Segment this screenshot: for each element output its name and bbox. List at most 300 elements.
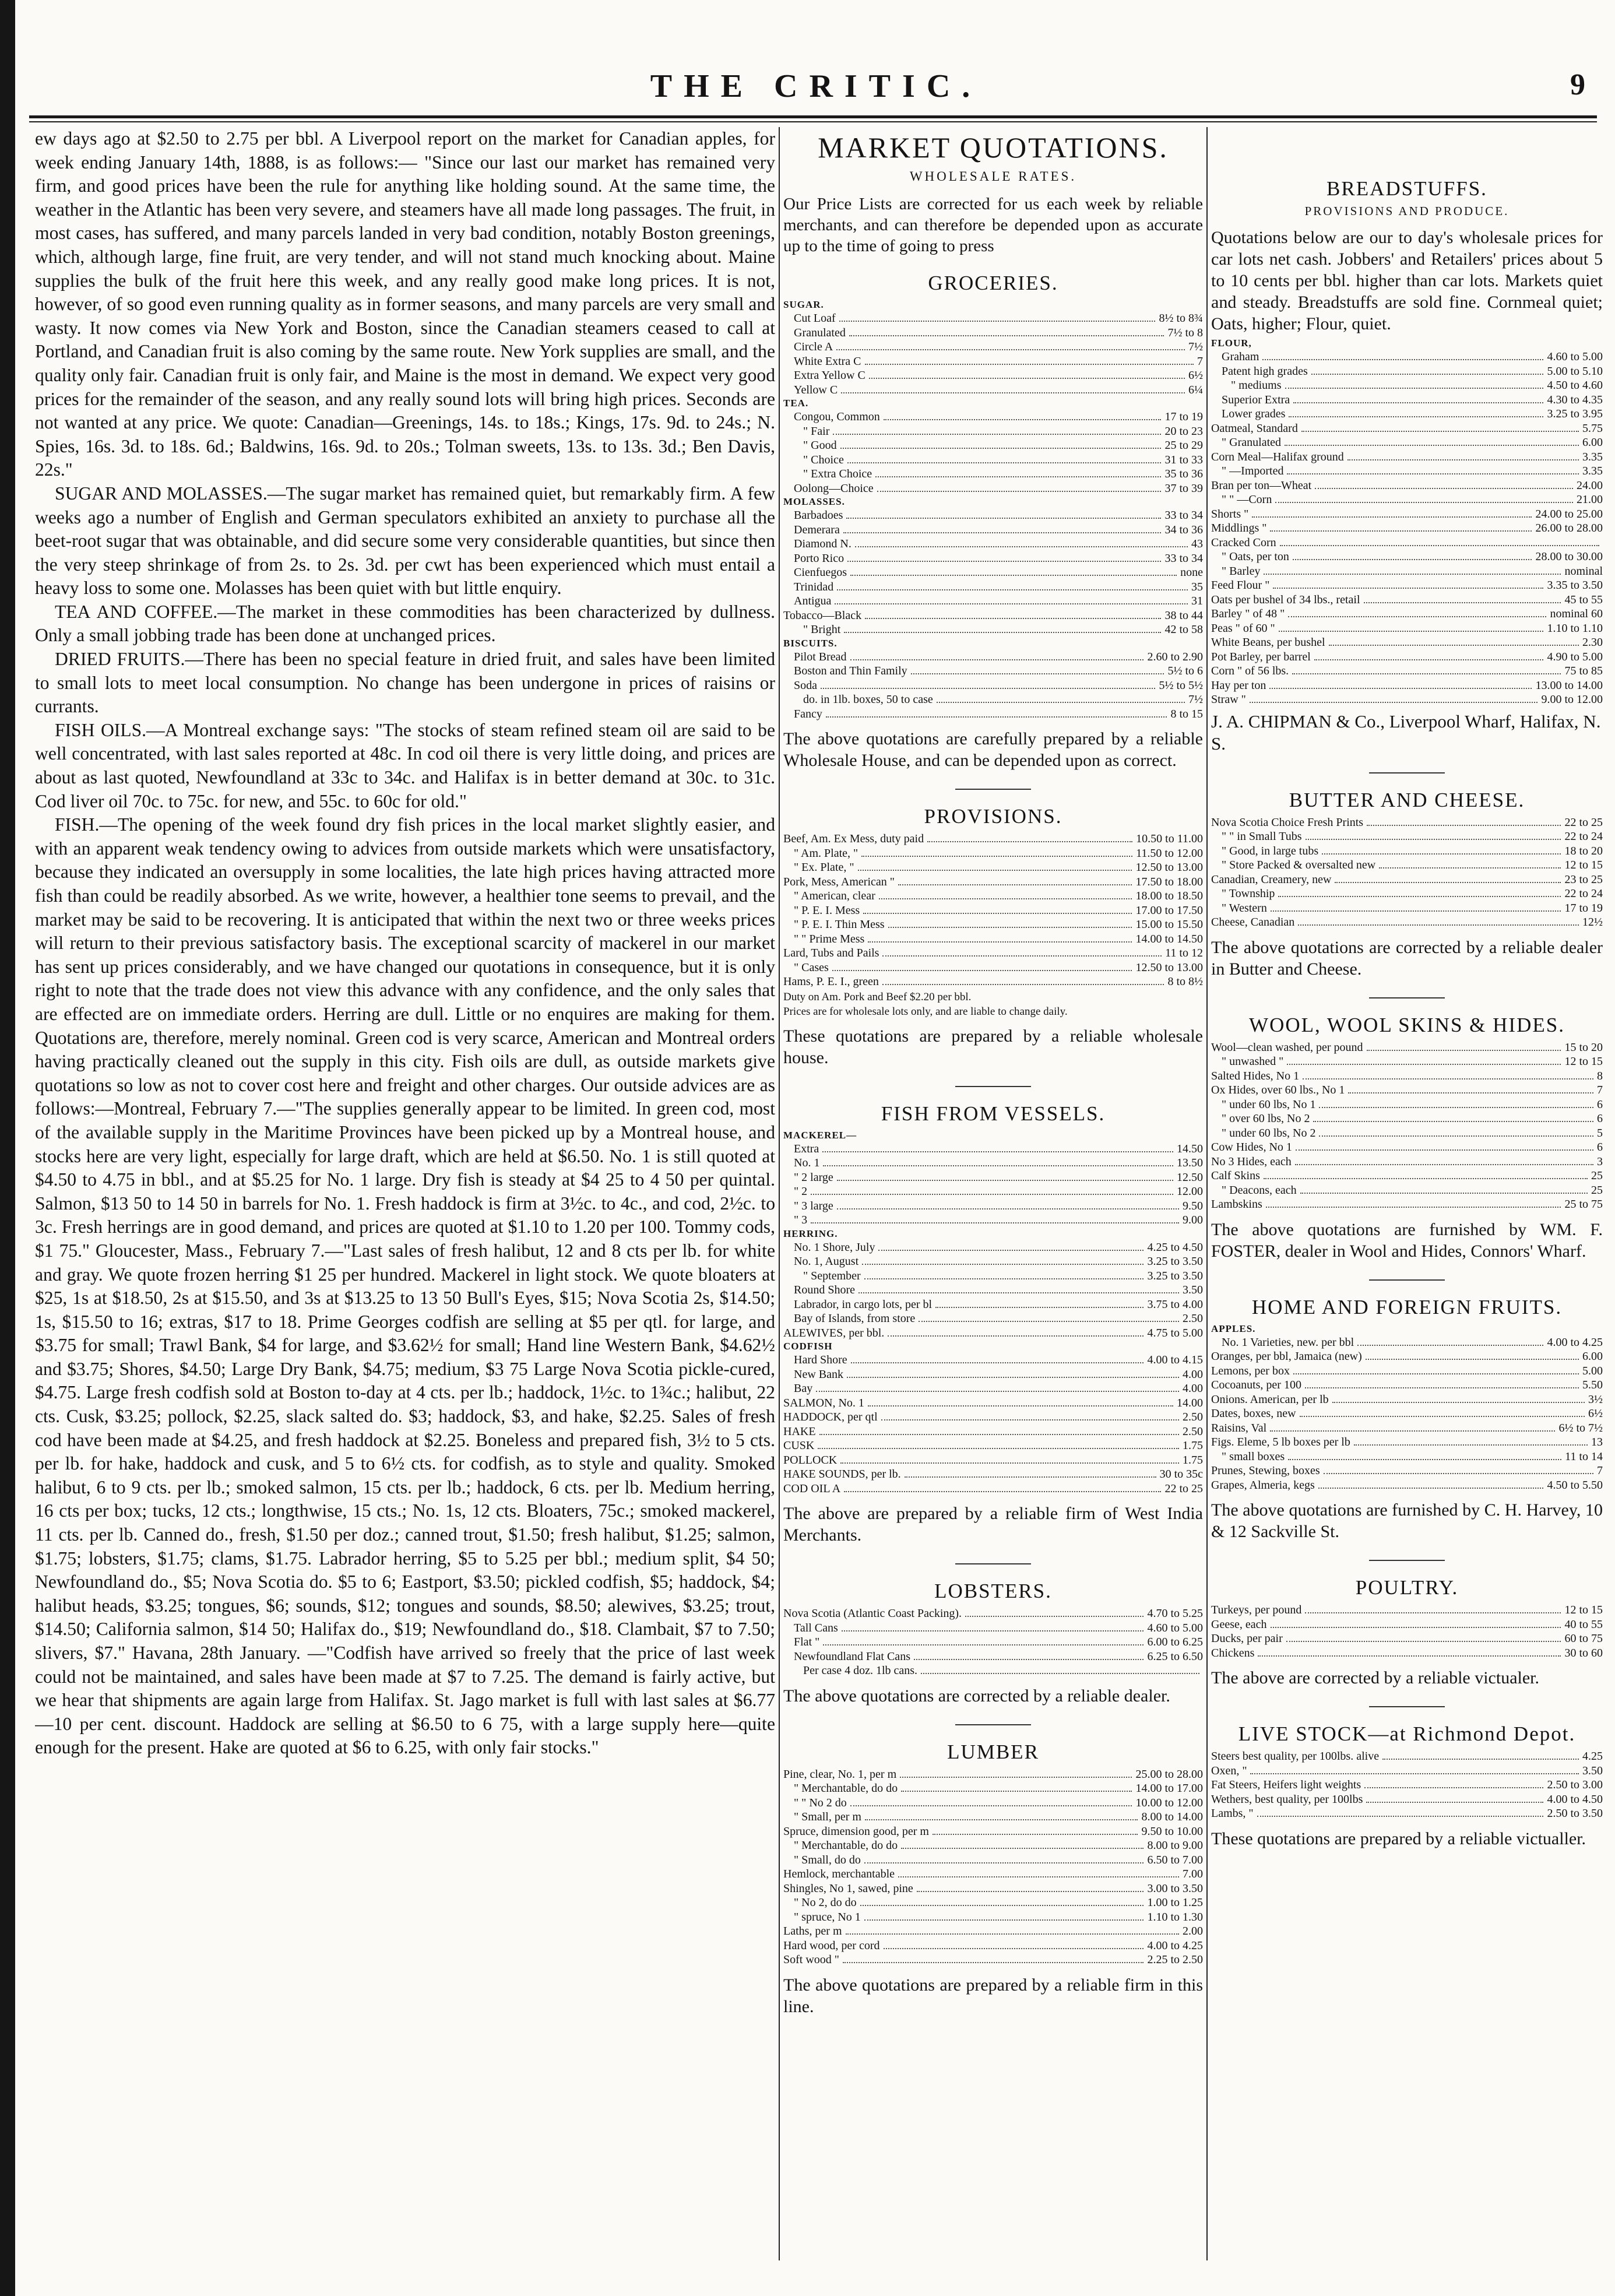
leader-dots bbox=[864, 1854, 1144, 1863]
price-row bbox=[1211, 1603, 1603, 1618]
item-price: 17 to 19 bbox=[1164, 410, 1203, 423]
masthead-rule-thin bbox=[29, 121, 1597, 122]
item-price: 3.25 to 3.50 bbox=[1147, 1269, 1203, 1282]
item-price: 24.00 to 25.00 bbox=[1535, 507, 1603, 521]
price-row bbox=[1211, 1335, 1603, 1350]
leader-dots bbox=[1264, 565, 1561, 575]
price-row bbox=[783, 1896, 1203, 1910]
binding-edge bbox=[0, 0, 15, 2296]
leader-dots bbox=[1289, 408, 1543, 417]
leader-dots bbox=[888, 919, 1132, 928]
price-row bbox=[783, 467, 1203, 481]
leader-dots bbox=[868, 933, 1132, 943]
item-label: Feed Flour " bbox=[1211, 579, 1270, 592]
item-label: Bran per ton—Wheat bbox=[1211, 479, 1312, 492]
leader-dots bbox=[1367, 817, 1561, 826]
masthead bbox=[29, 65, 1603, 112]
column-divider bbox=[779, 127, 780, 2260]
leader-dots bbox=[823, 1636, 1143, 1645]
item-price: 3.50 bbox=[1582, 1764, 1603, 1777]
leader-dots bbox=[862, 1256, 1143, 1265]
item-label: Antigua bbox=[794, 595, 832, 607]
price-row bbox=[1211, 578, 1603, 593]
price-row bbox=[783, 453, 1203, 467]
price-row bbox=[1211, 621, 1603, 636]
leader-dots bbox=[900, 1768, 1132, 1778]
price-row bbox=[783, 1283, 1203, 1298]
item-price: 4.25 bbox=[1582, 1750, 1603, 1763]
item-label: Grapes, Almeria, kegs bbox=[1211, 1478, 1315, 1492]
leader-dots bbox=[1273, 579, 1543, 589]
leader-dots bbox=[1305, 1604, 1561, 1613]
leader-dots bbox=[1322, 845, 1561, 855]
breadstuffs-intro: Quotations below are our to day's wholesale prices for car lots net cash. Jobbers' and Retailers' prices about 5 to 10 cents per bbl. higher than car lots. Markets quiet and steady. Breadstuffs are sold fine. Cornmeal quiet; Oats, higher; Flour, quiet. bbox=[1211, 228, 1603, 333]
item-label: " " No 2 do bbox=[794, 1796, 847, 1809]
item-label: Figs. Eleme, 5 lb boxes per lb bbox=[1211, 1436, 1350, 1448]
item-price: 9.00 bbox=[1183, 1214, 1203, 1226]
item-label: Laths, per m bbox=[783, 1925, 842, 1938]
leader-dots bbox=[1366, 1794, 1543, 1803]
leader-dots bbox=[843, 524, 1162, 533]
item-price: 6 bbox=[1597, 1141, 1603, 1154]
price-row bbox=[783, 1240, 1203, 1255]
item-label: " 2 bbox=[794, 1185, 808, 1198]
leader-dots bbox=[1357, 1337, 1543, 1346]
butter-heading: BUTTER AND CHEESE. bbox=[1289, 788, 1525, 811]
price-row bbox=[1211, 1098, 1603, 1112]
item-price: 4.60 to 5.00 bbox=[1147, 1621, 1203, 1634]
price-row bbox=[1211, 635, 1603, 650]
price-row bbox=[1211, 1749, 1603, 1764]
fruits-table bbox=[1211, 1323, 1603, 1493]
leader-dots bbox=[1270, 522, 1532, 532]
lobsters-note: The above quotations are corrected by a reliable dealer. bbox=[783, 1686, 1170, 1706]
produce-column bbox=[1211, 127, 1603, 2260]
leader-dots bbox=[1306, 831, 1561, 840]
item-label: Lambskins bbox=[1211, 1198, 1262, 1211]
price-row bbox=[783, 1142, 1203, 1156]
item-label: Corn Meal—Halifax ground bbox=[1211, 450, 1344, 463]
price-row bbox=[1211, 1169, 1603, 1183]
price-row bbox=[1211, 1464, 1603, 1478]
item-price: 6.00 bbox=[1582, 1350, 1603, 1363]
quotations-intro: Our Price Lists are corrected for us each week by reliable merchants, and can therefore be depended upon as accurate up to the time of going to press bbox=[783, 195, 1203, 255]
leader-dots bbox=[1280, 537, 1599, 546]
price-row bbox=[783, 1650, 1203, 1664]
leader-dots bbox=[842, 1622, 1144, 1632]
provisions-price-note: Prices are for wholesale lots only, and are liable to change daily. bbox=[783, 1005, 1068, 1018]
item-label: Yellow C bbox=[794, 383, 838, 396]
price-row bbox=[1211, 1478, 1603, 1493]
leader-dots bbox=[1292, 665, 1561, 674]
price-row bbox=[1211, 1764, 1603, 1778]
price-row bbox=[783, 551, 1203, 566]
item-price: 13.00 to 14.00 bbox=[1535, 678, 1603, 692]
item-price: 3.75 to 4.00 bbox=[1147, 1298, 1203, 1311]
item-price: 3 bbox=[1597, 1155, 1603, 1168]
leader-dots bbox=[1257, 1808, 1544, 1817]
item-price: 6.50 to 7.00 bbox=[1147, 1853, 1203, 1866]
leader-dots bbox=[849, 327, 1164, 336]
leader-dots bbox=[1367, 1042, 1561, 1051]
item-price: 6½ to 7½ bbox=[1558, 1421, 1603, 1434]
leader-dots bbox=[1288, 1451, 1561, 1460]
leader-dots bbox=[882, 976, 1164, 985]
item-price: 14.00 bbox=[1177, 1396, 1203, 1409]
item-price: 15 to 20 bbox=[1564, 1040, 1603, 1054]
lumber-note: The above quotations are prepared by a reliable firm in this line. bbox=[783, 1975, 1203, 2016]
item-label: Wethers, best quality, per 100lbs bbox=[1211, 1792, 1363, 1806]
item-price: 40 to 55 bbox=[1564, 1618, 1603, 1631]
price-row bbox=[1211, 1378, 1603, 1393]
price-row bbox=[783, 354, 1203, 369]
leader-dots bbox=[884, 1940, 1144, 1949]
price-row bbox=[1211, 915, 1603, 930]
leader-dots bbox=[901, 1840, 1143, 1849]
item-price: 9.00 to 12.00 bbox=[1541, 693, 1603, 706]
item-label: No. 1 bbox=[794, 1156, 820, 1169]
price-row bbox=[783, 368, 1203, 383]
item-label: " Barley bbox=[1222, 564, 1261, 578]
leader-dots bbox=[846, 509, 1161, 519]
fruits-note: The above quotations are furnished by C. H. Harvey, 10 & 12 Sackville St. bbox=[1211, 1500, 1603, 1541]
leader-dots bbox=[1293, 394, 1543, 403]
item-label: Soda bbox=[794, 678, 817, 692]
price-row bbox=[1211, 493, 1603, 507]
item-label: ALEWIVES, per bbl. bbox=[783, 1326, 885, 1339]
leader-dots bbox=[927, 833, 1132, 842]
price-row bbox=[783, 875, 1203, 889]
lumber-heading: LUMBER bbox=[947, 1740, 1039, 1763]
price-row bbox=[783, 424, 1203, 439]
price-row bbox=[783, 1882, 1203, 1896]
livestock-table bbox=[1211, 1749, 1603, 1821]
leader-dots bbox=[819, 1426, 1179, 1435]
price-row bbox=[783, 961, 1203, 975]
item-price: 1.75 bbox=[1183, 1453, 1203, 1467]
item-price: 4.00 to 4.25 bbox=[1547, 1335, 1603, 1349]
price-row bbox=[783, 692, 1203, 707]
item-price: 6½ bbox=[1188, 369, 1203, 382]
price-row bbox=[783, 1381, 1203, 1396]
item-price: 4.00 bbox=[1183, 1367, 1203, 1381]
item-label: Raisins, Val bbox=[1211, 1421, 1267, 1434]
price-row bbox=[783, 1867, 1203, 1882]
item-price: 12½ bbox=[1582, 916, 1603, 929]
wool-heading: WOOL, WOOL SKINS & HIDES. bbox=[1249, 1013, 1565, 1036]
item-label: " over 60 lbs, No 2 bbox=[1222, 1112, 1310, 1125]
price-row bbox=[783, 1410, 1203, 1425]
price-row bbox=[783, 1853, 1203, 1868]
butter-note: The above quotations are corrected by a reliable dealer in Butter and Cheese. bbox=[1211, 937, 1603, 979]
item-label: COD OIL A bbox=[783, 1482, 841, 1495]
item-label: New Bank bbox=[794, 1367, 843, 1381]
leader-dots bbox=[1301, 423, 1579, 432]
item-label: " Small, do do bbox=[794, 1853, 861, 1866]
section-rule bbox=[1369, 1706, 1445, 1707]
item-label: " under 60 lbs, No 2 bbox=[1222, 1126, 1316, 1140]
item-label: Wool—clean washed, per pound bbox=[1211, 1040, 1363, 1054]
groceries-note: The above quotations are carefully prepared by a reliable Wholesale House, and can be depended upon as correct. bbox=[783, 729, 1203, 770]
item-label: Per case 4 doz. 1lb cans. bbox=[803, 1664, 918, 1677]
item-price: 5.00 to 5.10 bbox=[1547, 364, 1603, 378]
item-price: 2.25 to 2.50 bbox=[1147, 1953, 1203, 1966]
leader-dots bbox=[868, 1397, 1173, 1407]
item-price: 18 to 20 bbox=[1564, 844, 1603, 857]
item-label: Oats per bushel of 34 lbs., retail bbox=[1211, 593, 1360, 606]
item-label: Circle A bbox=[794, 340, 833, 353]
item-label: SALMON, No. 1 bbox=[783, 1396, 864, 1409]
price-row bbox=[1211, 1792, 1603, 1807]
item-label: Oatmeal, Standard bbox=[1211, 421, 1298, 435]
price-row bbox=[1211, 378, 1603, 393]
price-row bbox=[783, 860, 1203, 875]
item-price: 17.50 to 18.00 bbox=[1135, 875, 1203, 888]
item-price: 8 to 15 bbox=[1170, 707, 1203, 720]
price-row bbox=[1211, 873, 1603, 887]
fish-table bbox=[783, 1129, 1203, 1496]
leader-dots bbox=[847, 1369, 1179, 1378]
section-rule bbox=[955, 1563, 1031, 1564]
item-label: Superior Extra bbox=[1222, 393, 1290, 406]
category-label: HERRING. bbox=[783, 1228, 838, 1239]
poultry-table bbox=[1211, 1603, 1603, 1660]
price-row bbox=[783, 1312, 1203, 1326]
item-label: " Bright bbox=[803, 623, 841, 636]
category-label: MOLASSES. bbox=[783, 496, 845, 507]
leader-dots bbox=[840, 1454, 1179, 1464]
leader-dots bbox=[911, 665, 1164, 674]
price-row bbox=[783, 438, 1203, 453]
price-row bbox=[1211, 507, 1603, 522]
article-column bbox=[35, 127, 775, 2260]
item-price: 1.10 to 1.10 bbox=[1547, 621, 1603, 635]
item-label: Trinidad bbox=[794, 580, 834, 593]
item-price: 7½ to 8 bbox=[1167, 326, 1203, 339]
item-label: HAKE bbox=[783, 1425, 816, 1438]
item-price: 3.35 bbox=[1582, 450, 1603, 463]
item-label: " Ex. Plate, " bbox=[794, 861, 854, 874]
livestock-heading: LIVE STOCK—at Richmond Depot. bbox=[1238, 1722, 1576, 1745]
item-price: 3.25 to 3.95 bbox=[1547, 407, 1603, 420]
leader-dots bbox=[1305, 1379, 1579, 1388]
item-price: 11 to 14 bbox=[1565, 1450, 1603, 1463]
item-price: 7 bbox=[1197, 354, 1203, 368]
leader-dots bbox=[882, 947, 1162, 957]
item-label: Nova Scotia Choice Fresh Prints bbox=[1211, 815, 1364, 829]
item-price: 22 to 25 bbox=[1164, 1482, 1203, 1495]
item-label: " spruce, No 1 bbox=[794, 1910, 861, 1924]
item-label: " P. E. I. Thin Mess bbox=[794, 918, 885, 931]
price-row bbox=[783, 1664, 1203, 1678]
item-label: Hemlock, merchantable bbox=[783, 1868, 895, 1880]
item-price: 6.00 to 6.25 bbox=[1147, 1636, 1203, 1648]
item-label: Extra bbox=[794, 1142, 819, 1155]
item-price: 30 to 35c bbox=[1159, 1468, 1203, 1481]
price-row bbox=[783, 623, 1203, 637]
item-label: Hard wood, per cord bbox=[783, 1939, 880, 1952]
leader-dots bbox=[858, 862, 1132, 871]
item-price: 10.00 to 12.00 bbox=[1135, 1796, 1203, 1809]
price-row bbox=[783, 481, 1203, 496]
item-price: 17 to 19 bbox=[1564, 901, 1603, 915]
item-label: Diamond N. bbox=[794, 537, 852, 550]
leader-dots bbox=[1266, 1198, 1561, 1208]
item-label: Corn " of 56 lbs. bbox=[1211, 664, 1289, 677]
item-label: Hams, P. E. I., green bbox=[783, 975, 879, 988]
item-price: 1.75 bbox=[1183, 1439, 1203, 1452]
price-row bbox=[783, 1254, 1203, 1269]
category-label: BISCUITS. bbox=[783, 637, 838, 649]
item-label: Peas " of 60 " bbox=[1211, 621, 1275, 635]
price-row bbox=[1211, 364, 1603, 379]
fruits-heading: HOME AND FOREIGN FRUITS. bbox=[1251, 1295, 1563, 1318]
leader-dots bbox=[879, 890, 1132, 899]
item-price: 25 bbox=[1591, 1169, 1603, 1182]
fish-note: The above are prepared by a reliable firm of West India Merchants. bbox=[783, 1504, 1203, 1545]
item-price: 33 to 34 bbox=[1164, 509, 1203, 522]
price-row bbox=[783, 383, 1203, 398]
item-label: " Merchantable, do do bbox=[794, 1839, 898, 1852]
price-row bbox=[1211, 858, 1603, 873]
price-row bbox=[783, 1199, 1203, 1214]
leader-dots bbox=[1298, 916, 1579, 926]
price-row bbox=[1211, 901, 1603, 916]
item-price: 4.70 to 5.25 bbox=[1147, 1607, 1203, 1620]
leader-dots bbox=[837, 581, 1188, 590]
leader-dots bbox=[869, 370, 1185, 379]
item-label: Cocoanuts, per 100 bbox=[1211, 1379, 1301, 1391]
item-price: 1.00 to 1.25 bbox=[1147, 1896, 1203, 1909]
item-label: " " Prime Mess bbox=[794, 932, 865, 945]
item-label: Patent high grades bbox=[1222, 364, 1308, 378]
item-label: HAKE SOUNDS, per lb. bbox=[783, 1468, 901, 1481]
item-label: Tobacco—Black bbox=[783, 609, 862, 622]
item-label: Lower grades bbox=[1222, 407, 1286, 420]
item-price: 6½ bbox=[1588, 1407, 1603, 1420]
item-price: 12 to 15 bbox=[1564, 1604, 1603, 1616]
item-label: " Cases bbox=[794, 961, 829, 974]
item-label: Soft wood " bbox=[783, 1953, 839, 1966]
price-row bbox=[1211, 521, 1603, 536]
leader-dots bbox=[1300, 1184, 1588, 1194]
item-label: Shorts " bbox=[1211, 507, 1249, 521]
item-label: Pork, Mess, American " bbox=[783, 875, 895, 888]
item-price: 4.50 to 4.60 bbox=[1547, 379, 1603, 392]
item-label: Graham bbox=[1222, 350, 1259, 363]
price-row bbox=[783, 1953, 1203, 1967]
price-row bbox=[1211, 1618, 1603, 1632]
item-label: " Merchantable, do do bbox=[794, 1782, 898, 1795]
leader-dots bbox=[888, 1327, 1143, 1337]
item-label: Bay bbox=[794, 1382, 813, 1395]
price-row bbox=[1211, 1197, 1603, 1212]
item-label: Congou, Common bbox=[794, 410, 880, 423]
item-price: 4.00 to 4.15 bbox=[1147, 1353, 1203, 1366]
price-row bbox=[783, 1635, 1203, 1650]
item-label: Boston and Thin Family bbox=[794, 664, 907, 677]
item-label: Tall Cans bbox=[794, 1621, 838, 1634]
leader-dots bbox=[851, 1354, 1144, 1363]
price-row bbox=[1211, 479, 1603, 493]
groceries-heading: GROCERIES. bbox=[928, 272, 1058, 294]
price-row bbox=[1211, 1155, 1603, 1169]
price-row bbox=[783, 917, 1203, 932]
groceries-table bbox=[783, 298, 1203, 721]
item-label: Newfoundland Flat Cans bbox=[794, 1650, 910, 1663]
leader-dots bbox=[1319, 1127, 1593, 1137]
leader-dots bbox=[965, 1608, 1143, 1617]
section-rule bbox=[1369, 772, 1445, 773]
leader-dots bbox=[935, 1299, 1143, 1308]
leader-dots bbox=[847, 553, 1161, 562]
leader-dots bbox=[884, 411, 1162, 420]
leader-dots bbox=[844, 624, 1161, 633]
price-row bbox=[783, 1924, 1203, 1939]
leader-dots bbox=[1347, 451, 1579, 460]
leader-dots bbox=[836, 341, 1185, 350]
item-label: " under 60 lbs, No 1 bbox=[1222, 1098, 1316, 1111]
item-label: " Oats, per ton bbox=[1222, 550, 1289, 563]
item-price: 43 bbox=[1191, 537, 1203, 550]
price-row bbox=[783, 1467, 1203, 1482]
leader-dots bbox=[1250, 1765, 1579, 1774]
price-row bbox=[1211, 1112, 1603, 1126]
item-label: " September bbox=[803, 1269, 861, 1282]
item-label: Cut Loaf bbox=[794, 312, 836, 325]
price-row bbox=[1211, 844, 1603, 859]
price-row bbox=[1211, 593, 1603, 607]
article-paragraph-tea: TEA AND COFFEE.—The market in these commodities has been characterized by dullness. Only a small jobbing trade has been done at unchanged prices. bbox=[35, 601, 775, 646]
price-row bbox=[1211, 1421, 1603, 1436]
leader-dots bbox=[1279, 623, 1544, 632]
price-row bbox=[783, 1184, 1203, 1199]
price-row bbox=[1211, 1393, 1603, 1407]
item-price: 24.00 bbox=[1577, 479, 1603, 492]
price-row bbox=[783, 1621, 1203, 1636]
item-label: Granulated bbox=[794, 326, 846, 339]
butter-table bbox=[1211, 815, 1603, 930]
price-row bbox=[783, 1213, 1203, 1228]
item-label: Oranges, per bbl, Jamaica (new) bbox=[1211, 1350, 1362, 1363]
price-row bbox=[783, 1482, 1203, 1496]
item-label: " Fair bbox=[803, 424, 830, 438]
item-label: Straw " bbox=[1211, 693, 1246, 706]
leader-dots bbox=[822, 1143, 1173, 1152]
price-row bbox=[1211, 1632, 1603, 1646]
item-price: 25 bbox=[1591, 1183, 1603, 1197]
item-price: 37 to 39 bbox=[1164, 481, 1203, 495]
price-row bbox=[783, 1796, 1203, 1810]
leader-dots bbox=[843, 1954, 1143, 1963]
leader-dots bbox=[1348, 1084, 1593, 1093]
item-price: 6 bbox=[1597, 1112, 1603, 1125]
poultry-note: The above are corrected by a reliable victualer. bbox=[1211, 1668, 1540, 1687]
article-paragraph-sugar: SUGAR AND MOLASSES.—The sugar market has remained quiet, but remarkably firm. A few weeks ago a number of English and German speculators exhibited an anxiety to purchase all the beet-root sugar that was obtainable, and did secure some very considerable quantities, but since then the very steep shrinkage of from 2s. to 2s. 3d. per cwt has been experienced which must entail a heavy loss to some one. Molasses has been quiet with but little enquiry. bbox=[35, 483, 775, 599]
leader-dots bbox=[1262, 351, 1543, 360]
item-price: 7½ bbox=[1188, 693, 1203, 706]
item-price: 15.00 to 15.50 bbox=[1135, 918, 1203, 931]
leader-dots bbox=[840, 439, 1162, 449]
market-quotations-heading: MARKET QUOTATIONS. bbox=[818, 131, 1169, 164]
item-label: HADDOCK, per qtl bbox=[783, 1411, 878, 1423]
item-label: Lambs, " bbox=[1211, 1807, 1254, 1820]
price-row bbox=[783, 311, 1203, 326]
category-label: CODFISH bbox=[783, 1341, 833, 1352]
item-price: 25 to 75 bbox=[1564, 1198, 1603, 1211]
item-price: 4.00 to 4.25 bbox=[1147, 1939, 1203, 1952]
item-price: 60 to 75 bbox=[1564, 1632, 1603, 1645]
